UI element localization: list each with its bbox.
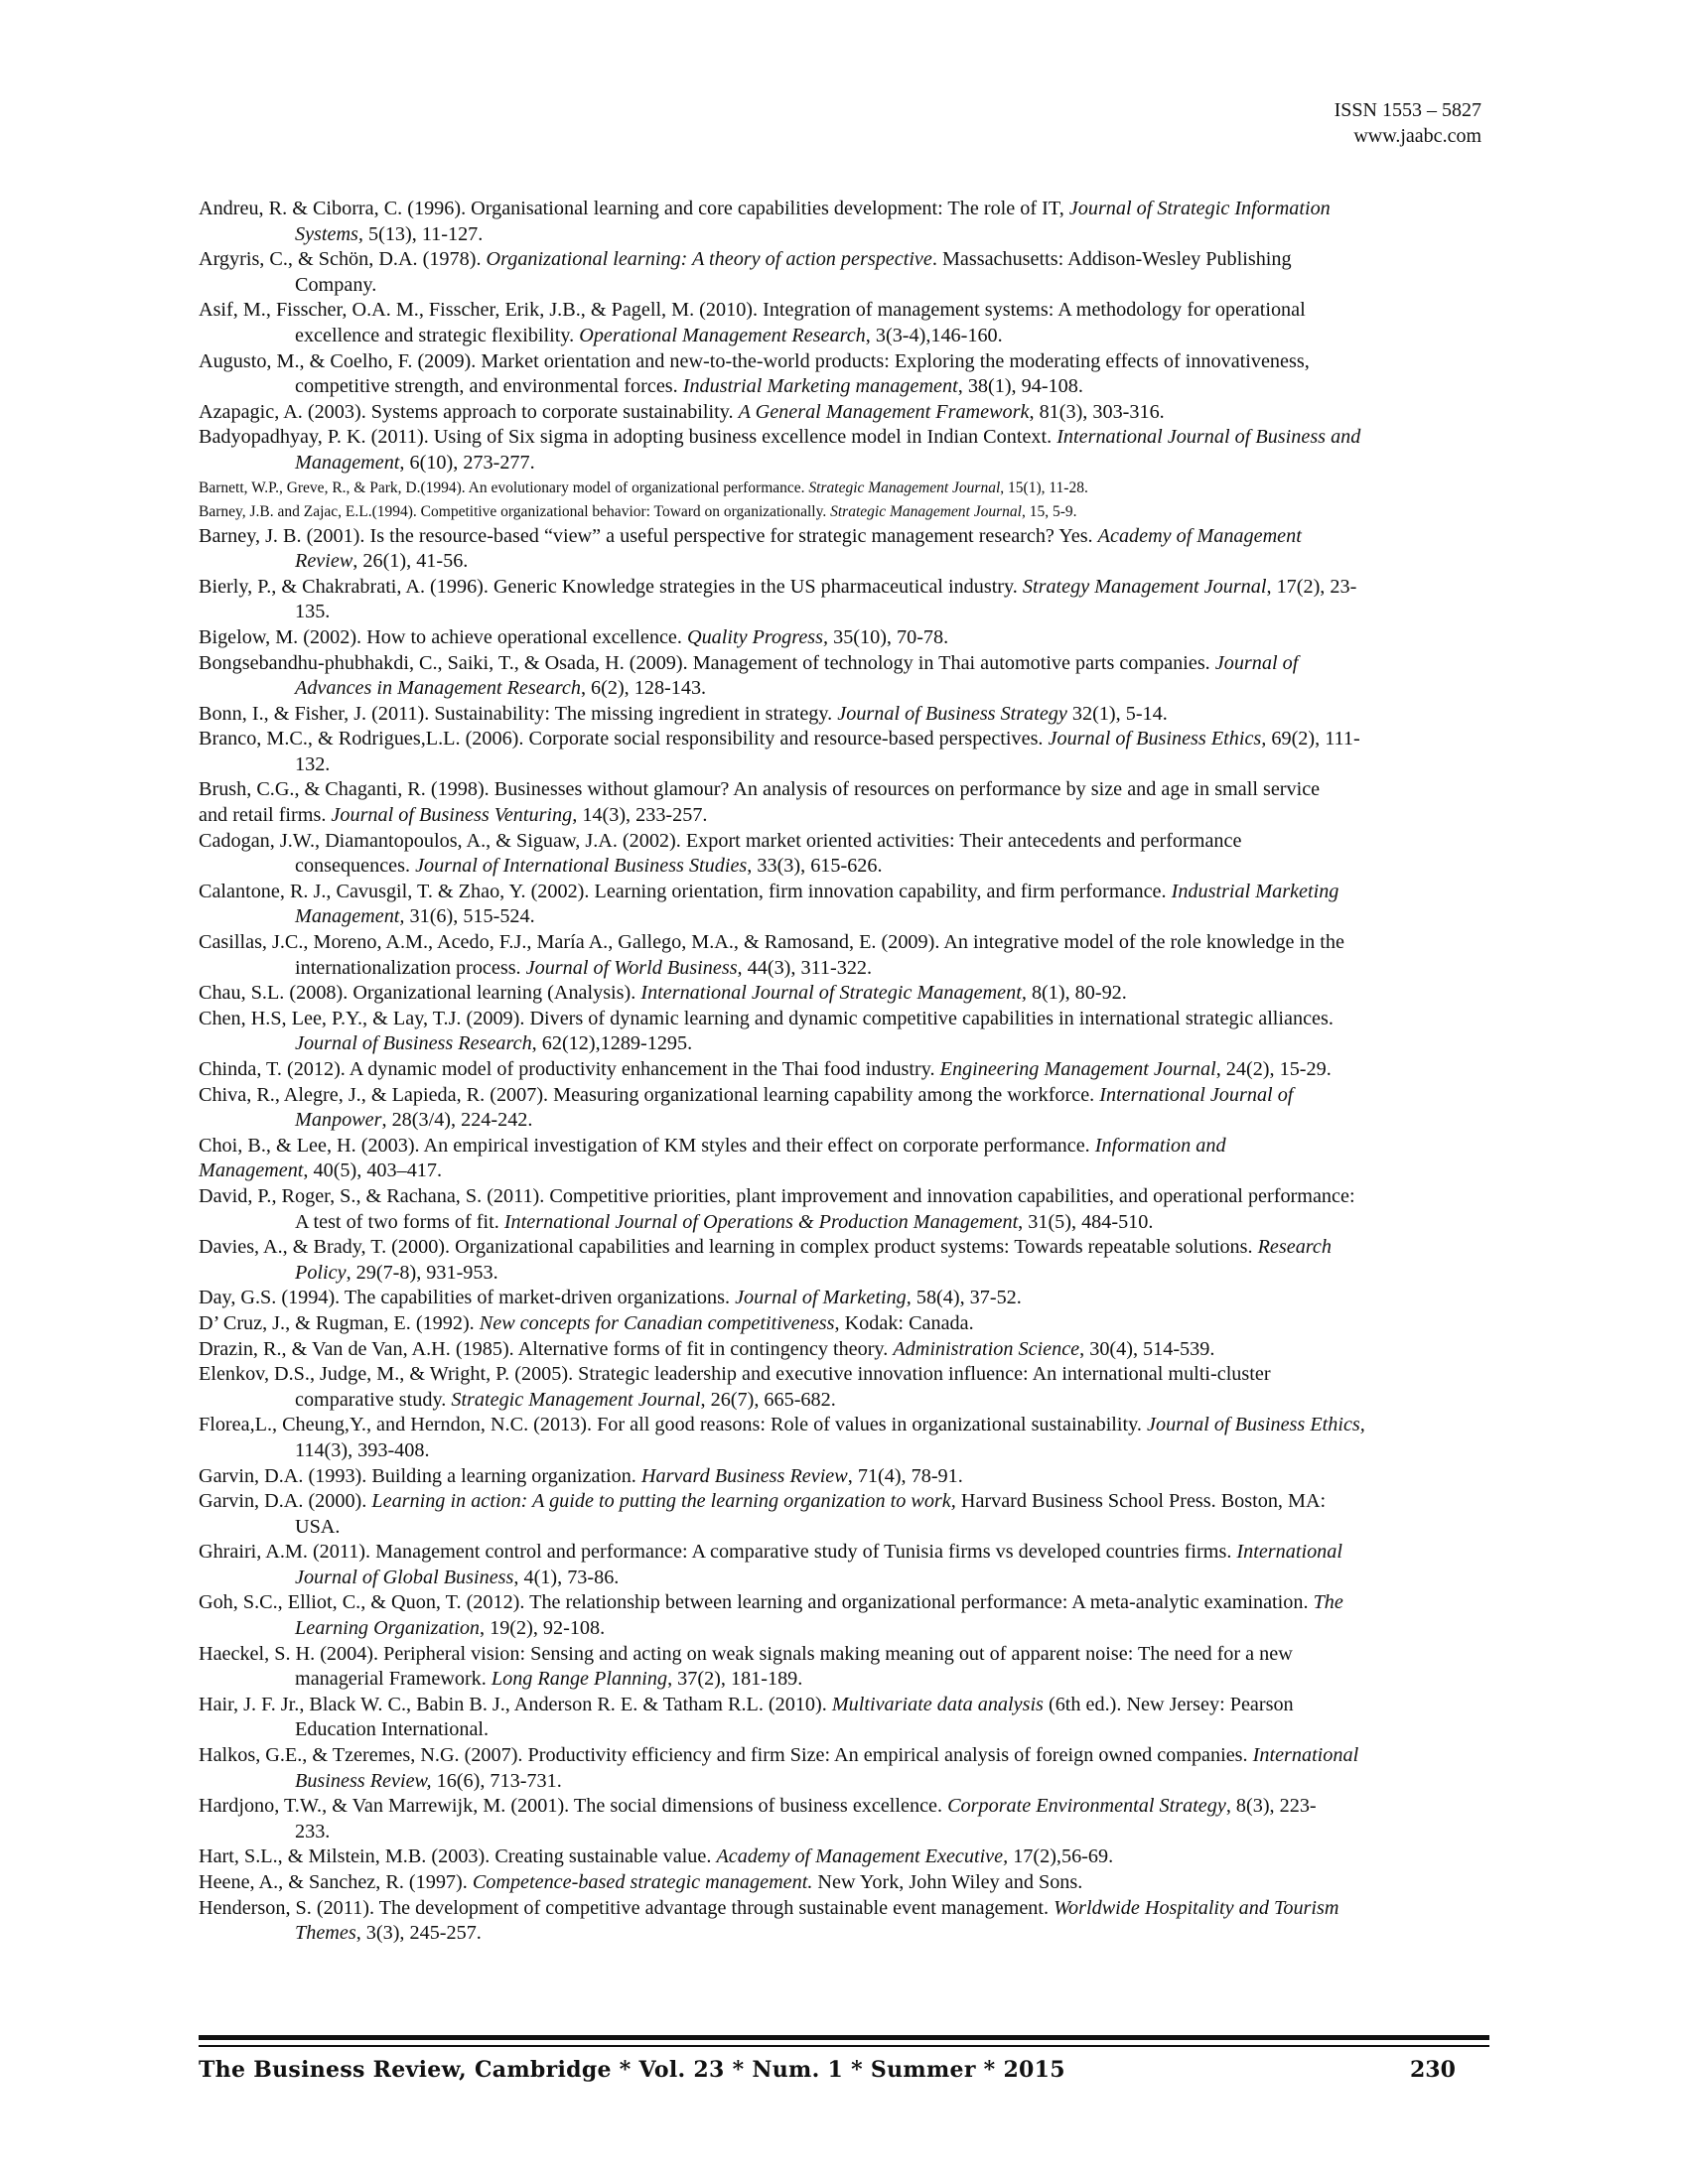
reference-line bbox=[199, 1844, 1489, 1870]
reference-source-title: Review bbox=[295, 550, 353, 573]
reference-text: Badyopadhyay, P. K. (2011). Using of Six sigma in adopting business excellence model in Indian Context. bbox=[199, 426, 1057, 449]
reference-text: , 40(5), 403–417. bbox=[303, 1160, 443, 1182]
reference-source-title: Management, bbox=[295, 905, 405, 928]
reference-text: Chen, H.S, Lee, P.Y., & Lay, T.J. (2009). Divers of dynamic learning and dynamic competitive capabilities in international strategic alliances. bbox=[199, 1007, 1334, 1029]
reference-source-title: Journal of Strategic Information bbox=[1068, 198, 1331, 219]
reference-text: Bonn, I., & Fisher, J. (2011). Sustainability: The missing ingredient in strategy. bbox=[199, 702, 838, 725]
reference-line-continuation bbox=[295, 1820, 1489, 1845]
reference-entry bbox=[199, 651, 1489, 702]
page-header bbox=[1335, 97, 1481, 149]
reference-source-title: Journal of Marketing, bbox=[735, 1287, 912, 1309]
reference-text: Casillas, J.C., Moreno, A.M., Acedo, F.J., María A., Gallego, M.A., & Ramosand, E. (2009). An integrative model of the role knowledge in the bbox=[199, 931, 1344, 954]
reference-source-title: Industrial Marketing management bbox=[682, 375, 958, 398]
reference-text: 44(3), 311-322. bbox=[742, 956, 873, 979]
reference-line-continuation bbox=[199, 1159, 1489, 1184]
reference-text: 233. bbox=[295, 1820, 331, 1843]
reference-source-title: Systems, bbox=[295, 222, 363, 245]
reference-source-title: Operational Management Research bbox=[579, 324, 866, 346]
reference-text: , 19(2), 92-108. bbox=[480, 1617, 606, 1640]
reference-source-title: International Journal of Strategic Management, bbox=[640, 982, 1027, 1005]
reference-source-title: Organizational learning: A theory of action perspective bbox=[486, 248, 932, 271]
reference-text: , 28(3/4), 224-242. bbox=[381, 1109, 533, 1132]
reference-line-continuation bbox=[295, 1667, 1489, 1693]
reference-text: , 15, 5-9. bbox=[1021, 502, 1077, 520]
reference-text: and retail firms. bbox=[199, 804, 332, 827]
reference-text: , 24(2), 15-29. bbox=[1215, 1058, 1332, 1080]
reference-source-title: Journal of bbox=[1214, 651, 1299, 674]
reference-line bbox=[199, 247, 1489, 273]
reference-text: 132. bbox=[295, 752, 331, 775]
reference-entry bbox=[199, 1794, 1489, 1844]
reference-entry bbox=[199, 1362, 1489, 1413]
reference-source-title: Academy of Management bbox=[1097, 524, 1302, 547]
reference-line-continuation bbox=[295, 956, 1489, 982]
reference-line-continuation bbox=[295, 1108, 1489, 1134]
reference-text: Bigelow, M. (2002). How to achieve operational excellence. bbox=[199, 625, 687, 648]
reference-line bbox=[199, 1286, 1489, 1311]
reference-text: Choi, B., & Lee, H. (2003). An empirical investigation of KM styles and their effect on corporate performance. bbox=[199, 1134, 1095, 1157]
reference-text: Hart, S.L., & Milstein, M.B. (2003). Creating sustainable value. bbox=[199, 1845, 717, 1868]
reference-text: Argyris, C., & Schön, D.A. (1978). bbox=[199, 248, 487, 271]
reference-text: 5(13), 11-127. bbox=[362, 222, 484, 245]
reference-source-title: Long Range Planning bbox=[491, 1668, 668, 1691]
reference-text: , 8(3), 223- bbox=[1225, 1795, 1317, 1818]
reference-source-title: Policy bbox=[295, 1261, 347, 1284]
reference-text: Garvin, D.A. (2000). bbox=[199, 1490, 372, 1513]
reference-text: , 29(7-8), 931-953. bbox=[346, 1261, 498, 1284]
reference-text: , 6(2), 128-143. bbox=[580, 677, 707, 700]
reference-text: , 30(4), 514-539. bbox=[1079, 1337, 1215, 1360]
reference-line-continuation bbox=[199, 803, 1489, 829]
reference-text: Calantone, R. J., Cavusgil, T. & Zhao, Y. (2002). Learning orientation, firm innovation capability, and firm performance. bbox=[199, 880, 1172, 902]
reference-text: . Massachusetts: Addison-Wesley Publishing bbox=[931, 248, 1292, 271]
footer-rule-thin bbox=[199, 2045, 1489, 2047]
reference-text: Florea,L., Cheung,Y., and Herndon, N.C. (2013). For all good reasons: Role of values in organizational sustainability. bbox=[199, 1414, 1148, 1436]
reference-entry bbox=[199, 829, 1489, 880]
reference-text: Chau, S.L. (2008). Organizational learning (Analysis). bbox=[199, 982, 641, 1005]
reference-source-title: International Journal of Operations & Production Management bbox=[503, 1210, 1019, 1233]
reference-entry bbox=[199, 524, 1489, 575]
reference-line bbox=[199, 197, 1489, 222]
reference-text: Branco, M.C., & Rodrigues,L.L. (2006). Corporate social responsibility and resource-based perspectives. bbox=[199, 728, 1049, 751]
reference-text: 14(3), 233-257. bbox=[577, 804, 708, 827]
reference-line-continuation bbox=[295, 1921, 1489, 1947]
reference-text: Brush, C.G., & Chaganti, R. (1998). Businesses without glamour? An analysis of resources on performance by size and age in small service bbox=[199, 778, 1321, 801]
reference-text: Heene, A., & Sanchez, R. (1997). bbox=[199, 1871, 473, 1893]
reference-entry bbox=[199, 1590, 1489, 1641]
reference-line-continuation bbox=[295, 273, 1489, 299]
reference-text: Barney, J. B. (2001). Is the resource-based “view” a useful perspective for strategic management research? Yes. bbox=[199, 524, 1098, 547]
reference-line-continuation bbox=[295, 549, 1489, 575]
reference-line bbox=[199, 575, 1489, 601]
reference-source-title: Information and bbox=[1094, 1134, 1226, 1157]
reference-text: , 26(1), 41-56. bbox=[352, 550, 469, 573]
reference-entry bbox=[199, 930, 1489, 981]
reference-text: Company. bbox=[295, 273, 377, 296]
reference-text: Chinda, T. (2012). A dynamic model of productivity enhancement in the Thai food industry. bbox=[199, 1058, 940, 1080]
reference-line-continuation bbox=[295, 1438, 1489, 1464]
reference-line-continuation bbox=[295, 1566, 1489, 1591]
reference-text: Cadogan, J.W., Diamantopoulos, A., & Siguaw, J.A. (2002). Export market oriented activities: Their antecedents and performance bbox=[199, 829, 1242, 852]
reference-text: 16(6), 713-731. bbox=[431, 1769, 562, 1792]
reference-source-title: Management bbox=[295, 451, 400, 474]
reference-line bbox=[199, 1184, 1489, 1210]
reference-line bbox=[199, 524, 1489, 550]
reference-entry bbox=[199, 1489, 1489, 1540]
reference-entry bbox=[199, 777, 1489, 828]
reference-source-title: The bbox=[1313, 1591, 1343, 1614]
reference-text: 58(4), 37-52. bbox=[911, 1287, 1022, 1309]
reference-entry bbox=[199, 1337, 1489, 1363]
reference-text: Elenkov, D.S., Judge, M., & Wright, P. (2005). Strategic leadership and executive innovation influence: An international multi-cluster bbox=[199, 1363, 1271, 1386]
reference-text: , 31(5), 484-510. bbox=[1018, 1210, 1154, 1233]
reference-text: D’ Cruz, J., & Rugman, E. (1992). bbox=[199, 1311, 480, 1334]
reference-text: , 38(1), 94-108. bbox=[957, 375, 1083, 398]
reference-line-continuation bbox=[295, 1717, 1489, 1743]
reference-line bbox=[199, 1870, 1489, 1896]
reference-line-continuation bbox=[295, 1261, 1489, 1287]
reference-source-title: Academy of Management Executive, bbox=[716, 1845, 1009, 1868]
reference-line bbox=[199, 1540, 1489, 1566]
reference-entry bbox=[199, 1896, 1489, 1947]
reference-source-title: Worldwide Hospitality and Tourism bbox=[1054, 1896, 1339, 1919]
reference-line bbox=[199, 1083, 1489, 1109]
reference-line-continuation bbox=[295, 1388, 1489, 1414]
reference-entry bbox=[199, 575, 1489, 625]
reference-line bbox=[199, 298, 1489, 324]
reference-line bbox=[199, 1362, 1489, 1388]
reference-text: New York, John Wiley and Sons. bbox=[812, 1871, 1083, 1893]
reference-source-title: Journal of Business Ethics, bbox=[1147, 1414, 1365, 1436]
reference-entry bbox=[199, 425, 1489, 476]
reference-line-continuation bbox=[295, 451, 1489, 477]
reference-text: , 17(2), 23- bbox=[1266, 575, 1357, 598]
reference-text: 17(2),56-69. bbox=[1008, 1845, 1114, 1868]
reference-line-continuation bbox=[295, 1616, 1489, 1642]
reference-text: Andreu, R. & Ciborra, C. (1996). Organisational learning and core capabilities development: The role of IT, bbox=[199, 198, 1069, 219]
reference-source-title: Advances in Management Research bbox=[295, 677, 581, 700]
reference-source-title: Learning Organization bbox=[295, 1617, 481, 1640]
reference-source-title: Manpower bbox=[295, 1109, 382, 1132]
reference-text: (6th ed.). New Jersey: Pearson bbox=[1043, 1693, 1294, 1715]
reference-text: Bierly, P., & Chakrabrati, A. (1996). Generic Knowledge strategies in the US pharmaceutical industry. bbox=[199, 575, 1023, 598]
reference-line bbox=[199, 1413, 1489, 1438]
reference-line bbox=[199, 425, 1489, 451]
reference-text: , 15(1), 11-28. bbox=[1000, 478, 1088, 496]
reference-source-title: Business Review, bbox=[295, 1769, 432, 1792]
reference-entry bbox=[199, 1743, 1489, 1794]
reference-line bbox=[199, 829, 1489, 855]
reference-line bbox=[199, 1311, 1489, 1337]
reference-source-title: Journal of World Business, bbox=[525, 956, 743, 979]
reference-entry bbox=[199, 1083, 1489, 1134]
reference-entry bbox=[199, 625, 1489, 651]
reference-text: 69(2), 111- bbox=[1266, 728, 1360, 751]
reference-text: USA. bbox=[295, 1515, 341, 1538]
reference-text: , 37(2), 181-189. bbox=[667, 1668, 803, 1691]
reference-text: 31(6), 515-524. bbox=[404, 905, 535, 928]
reference-text: Ghrairi, A.M. (2011). Management control and performance: A comparative study of Tunisia firms vs developed countries firms. bbox=[199, 1541, 1237, 1564]
reference-text: 32(1), 5-14. bbox=[1066, 702, 1168, 725]
reference-source-title: International bbox=[1252, 1744, 1359, 1767]
reference-line-continuation bbox=[295, 1515, 1489, 1541]
reference-entry bbox=[199, 1540, 1489, 1590]
reference-text: , 4(1), 73-86. bbox=[513, 1566, 620, 1588]
reference-text: , 62(12),1289-1295. bbox=[531, 1032, 693, 1055]
reference-line bbox=[199, 1007, 1489, 1032]
reference-line bbox=[199, 1590, 1489, 1616]
reference-text: , 71(4), 78-91. bbox=[847, 1464, 963, 1487]
reference-line bbox=[199, 1743, 1489, 1769]
reference-text: , 3(3-4),146-160. bbox=[865, 324, 1003, 346]
reference-line bbox=[199, 1337, 1489, 1363]
reference-text: Garvin, D.A. (1993). Building a learning organization. bbox=[199, 1464, 641, 1487]
reference-text: A test of two forms of fit. bbox=[295, 1210, 504, 1233]
reference-source-title: Engineering Management Journal bbox=[939, 1058, 1216, 1080]
reference-line bbox=[199, 1489, 1489, 1515]
reference-entry bbox=[199, 702, 1489, 728]
reference-entry bbox=[199, 349, 1489, 400]
reference-text: Goh, S.C., Elliot, C., & Quon, T. (2012). The relationship between learning and organizational performance: A meta-analytic examination. bbox=[199, 1591, 1314, 1614]
reference-text: consequences. bbox=[295, 855, 416, 878]
reference-text: , 33(3), 615-626. bbox=[747, 855, 883, 878]
reference-text: , 3(3), 245-257. bbox=[355, 1922, 482, 1945]
reference-text: , 26(7), 665-682. bbox=[700, 1388, 836, 1411]
reference-source-title: Corporate Environmental Strategy bbox=[947, 1795, 1226, 1818]
reference-entry bbox=[199, 1235, 1489, 1286]
reference-text: , Kodak: Canada. bbox=[834, 1311, 974, 1334]
reference-source-title: International Journal of Business and bbox=[1056, 426, 1361, 449]
reference-line bbox=[199, 1896, 1489, 1922]
reference-text: Halkos, G.E., & Tzeremes, N.G. (2007). Productivity efficiency and firm Size: An empirical analysis of foreign owned companies. bbox=[199, 1744, 1253, 1767]
reference-text: Henderson, S. (2011). The development of competitive advantage through sustainable event management. bbox=[199, 1896, 1055, 1919]
reference-line bbox=[199, 500, 1489, 524]
reference-source-title: Journal of Business Strategy bbox=[837, 702, 1067, 725]
reference-line bbox=[199, 981, 1489, 1007]
footer-journal-info: The Business Review, Cambridge * Vol. 23 * Num. 1 * Summer * 2015 bbox=[199, 2057, 1065, 2083]
reference-source-title: Strategic Management Journal bbox=[808, 478, 1001, 496]
issn-number: ISSN 1553 – 5827 bbox=[1334, 99, 1481, 121]
reference-source-title: Research bbox=[1257, 1236, 1332, 1259]
reference-line bbox=[199, 1794, 1489, 1820]
reference-line-continuation bbox=[295, 324, 1489, 349]
reference-text: Azapagic, A. (2003). Systems approach to corporate sustainability. bbox=[199, 400, 739, 423]
reference-line-continuation bbox=[295, 676, 1489, 702]
reference-line bbox=[199, 1235, 1489, 1261]
reference-entry bbox=[199, 1007, 1489, 1057]
reference-source-title: Strategic Management Journal bbox=[830, 502, 1022, 520]
reference-source-title: Harvard Business Review bbox=[640, 1464, 848, 1487]
reference-text: Education International. bbox=[295, 1718, 490, 1741]
reference-text: Barnett, W.P., Greve, R., & Park, D.(1994). An evolutionary model of organizational performance. bbox=[199, 478, 809, 496]
reference-line bbox=[199, 930, 1489, 956]
reference-line bbox=[199, 1057, 1489, 1083]
reference-entry bbox=[199, 880, 1489, 930]
footer-page-number: 230 bbox=[1410, 2057, 1456, 2083]
reference-text: Day, G.S. (1994). The capabilities of market-driven organizations. bbox=[199, 1287, 736, 1309]
reference-text: 8(1), 80-92. bbox=[1026, 982, 1127, 1005]
reference-line bbox=[199, 477, 1489, 500]
reference-entry bbox=[199, 500, 1489, 524]
reference-text: Haeckel, S. H. (2004). Peripheral vision: Sensing and acting on weak signals making meaning out of apparent noise: The need for a new bbox=[199, 1642, 1293, 1665]
reference-text: comparative study. bbox=[295, 1388, 452, 1411]
reference-entry bbox=[199, 1413, 1489, 1463]
reference-source-title: Learning in action: A guide to putting the learning organization to work, bbox=[371, 1490, 956, 1513]
reference-text: Hardjono, T.W., & Van Marrewijk, M. (2001). The social dimensions of business excellence. bbox=[199, 1795, 948, 1818]
reference-entry bbox=[199, 477, 1489, 500]
reference-entry bbox=[199, 247, 1489, 298]
reference-source-title: Industrial Marketing bbox=[1171, 880, 1339, 902]
reference-entry bbox=[199, 1870, 1489, 1896]
reference-entry bbox=[199, 1464, 1489, 1490]
reference-entry bbox=[199, 400, 1489, 426]
reference-text: Asif, M., Fisscher, O.A. M., Fisscher, Erik, J.B., & Pagell, M. (2010). Integration of management systems: A methodology for operational bbox=[199, 299, 1306, 322]
reference-text: 135. bbox=[295, 601, 331, 623]
reference-text: Chiva, R., Alegre, J., & Lapieda, R. (2007). Measuring organizational learning capability among the workforce. bbox=[199, 1083, 1100, 1106]
reference-text: excellence and strategic flexibility. bbox=[295, 324, 580, 346]
reference-line bbox=[199, 651, 1489, 677]
reference-text: Davies, A., & Brady, T. (2000). Organizational capabilities and learning in complex product systems: Towards repeatable solutions. bbox=[199, 1236, 1258, 1259]
reference-entry bbox=[199, 1844, 1489, 1870]
reference-line-continuation bbox=[295, 222, 1489, 248]
reference-source-title: Themes bbox=[295, 1922, 356, 1945]
reference-entry bbox=[199, 1134, 1489, 1184]
reference-entry bbox=[199, 298, 1489, 348]
reference-text: Barney, J.B. and Zajac, E.L.(1994). Competitive organizational behavior: Toward on organizationally. bbox=[199, 502, 831, 520]
reference-line bbox=[199, 1693, 1489, 1718]
reference-entry bbox=[199, 1184, 1489, 1235]
footer-rule-thick bbox=[199, 2035, 1489, 2040]
reference-line bbox=[199, 777, 1489, 803]
reference-source-title: Multivariate data analysis bbox=[831, 1693, 1044, 1715]
reference-text: Bongsebandhu-phubhakdi, C., Saiki, T., & Osada, H. (2009). Management of technology in Thai automotive parts companies. bbox=[199, 651, 1215, 674]
reference-line-continuation bbox=[295, 374, 1489, 400]
reference-text: Augusto, M., & Coelho, F. (2009). Market orientation and new-to-the-world products: Exploring the moderating effects of innovativeness, bbox=[199, 349, 1310, 372]
reference-entry bbox=[199, 1286, 1489, 1311]
reference-line-continuation bbox=[295, 854, 1489, 880]
reference-entry bbox=[199, 1642, 1489, 1693]
reference-text: Hair, J. F. Jr., Black W. C., Babin B. J., Anderson R. E. & Tatham R.L. (2010). bbox=[199, 1693, 832, 1715]
reference-entry bbox=[199, 1057, 1489, 1083]
reference-text: 35(10), 70-78. bbox=[828, 625, 949, 648]
reference-line bbox=[199, 1642, 1489, 1668]
reference-source-title: Quality Progress, bbox=[687, 625, 829, 648]
reference-text: Harvard Business School Press. Boston, MA: bbox=[955, 1490, 1327, 1513]
reference-text: internationalization process. bbox=[295, 956, 526, 979]
reference-list bbox=[199, 197, 1489, 1947]
reference-text: 114(3), 393-408. bbox=[295, 1438, 430, 1461]
reference-source-title: Journal of International Business Studies bbox=[415, 855, 748, 878]
reference-source-title: International bbox=[1236, 1541, 1342, 1564]
reference-source-title: Administration Science bbox=[893, 1337, 1080, 1360]
reference-line bbox=[199, 727, 1489, 752]
reference-entry bbox=[199, 197, 1489, 247]
reference-entry bbox=[199, 1311, 1489, 1337]
reference-text: Drazin, R., & Van de Van, A.H. (1985). Alternative forms of fit in contingency theory. bbox=[199, 1337, 894, 1360]
reference-line bbox=[199, 1464, 1489, 1490]
reference-source-title: Journal of Global Business bbox=[295, 1566, 514, 1588]
reference-source-title: New concepts for Canadian competitiveness bbox=[479, 1311, 835, 1334]
reference-source-title: Journal of Business Venturing, bbox=[331, 804, 578, 827]
reference-line bbox=[199, 880, 1489, 905]
reference-source-title: Competence-based strategic management. bbox=[472, 1871, 813, 1893]
journal-website: www.jaabc.com bbox=[1353, 125, 1481, 147]
reference-source-title: Journal of Business Ethics, bbox=[1048, 728, 1267, 751]
reference-entry bbox=[199, 981, 1489, 1007]
reference-line bbox=[199, 400, 1489, 426]
reference-line bbox=[199, 1134, 1489, 1160]
reference-text: , 6(10), 273-277. bbox=[399, 451, 535, 474]
reference-line bbox=[199, 349, 1489, 375]
reference-text: managerial Framework. bbox=[295, 1668, 492, 1691]
reference-source-title: A General Management Framework bbox=[738, 400, 1030, 423]
reference-source-title: International Journal of bbox=[1099, 1083, 1294, 1106]
reference-line-continuation bbox=[295, 904, 1489, 930]
reference-text: , 81(3), 303-316. bbox=[1029, 400, 1165, 423]
reference-line bbox=[199, 625, 1489, 651]
reference-source-title: Journal of Business Research bbox=[295, 1032, 532, 1055]
reference-entry bbox=[199, 727, 1489, 777]
reference-text: David, P., Roger, S., & Rachana, S. (2011). Competitive priorities, plant improvement and innovation capabilities, and operational performance: bbox=[199, 1184, 1355, 1207]
reference-line bbox=[199, 702, 1489, 728]
reference-entry bbox=[199, 1693, 1489, 1743]
reference-line-continuation bbox=[295, 1769, 1489, 1795]
reference-text: competitive strength, and environmental forces. bbox=[295, 375, 683, 398]
reference-source-title: Management bbox=[199, 1160, 304, 1182]
reference-line-continuation bbox=[295, 600, 1489, 625]
reference-line-continuation bbox=[295, 752, 1489, 778]
reference-line-continuation bbox=[295, 1031, 1489, 1057]
reference-source-title: Strategy Management Journal bbox=[1022, 575, 1267, 598]
reference-source-title: Strategic Management Journal bbox=[451, 1388, 701, 1411]
reference-line-continuation bbox=[295, 1210, 1489, 1236]
